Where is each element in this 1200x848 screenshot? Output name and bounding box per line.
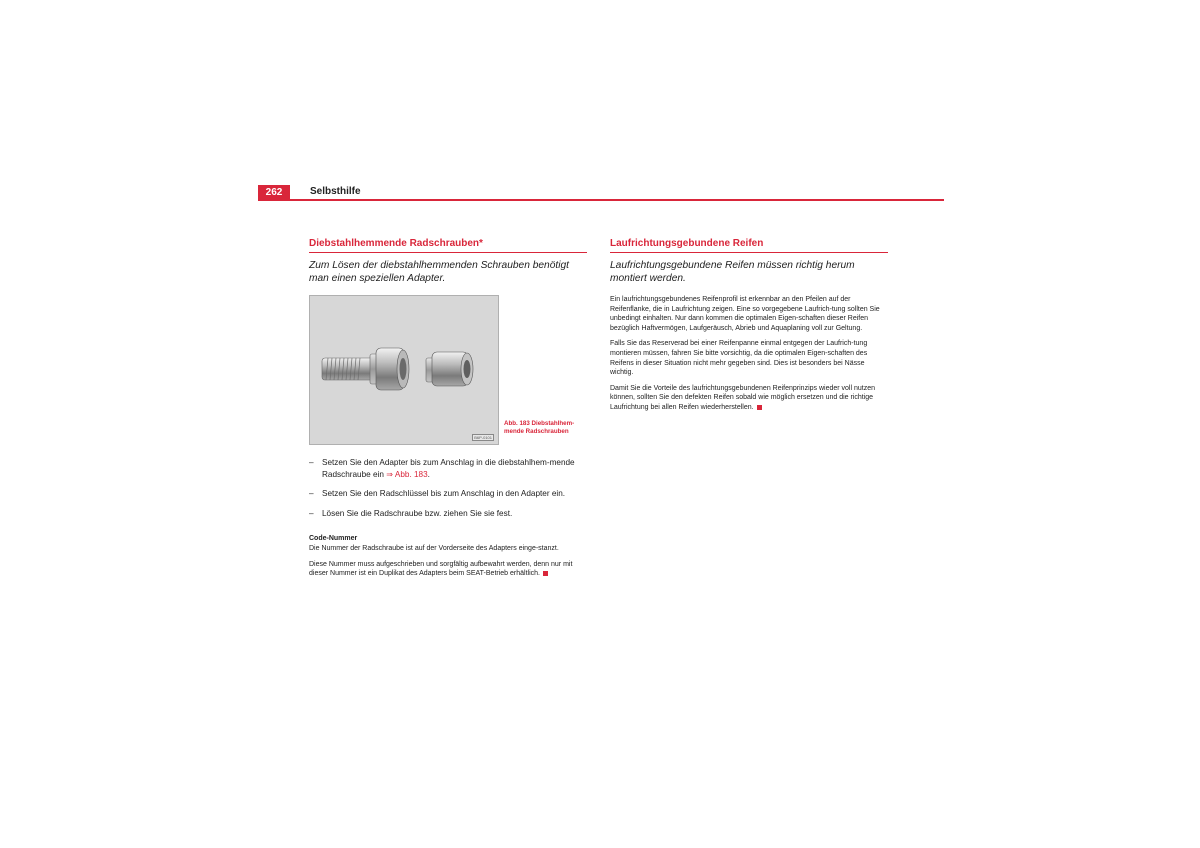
- wheel-bolt-figure: [309, 295, 499, 445]
- paragraph: Damit Sie die Vorteile des laufrichtungsgebundenen Reifenprinzips wieder voll nutzen können, sollten Sie den defekten Reifen sobald wie möglich ersetzen und die richtige Laufrichtung bei allen Reifen wiederherstellen.: [610, 384, 875, 411]
- right-intro: Laufrichtungsgebundene Reifen müssen richtig herum montiert werden.: [610, 260, 855, 284]
- section-end-marker: [543, 571, 548, 576]
- figure-code: B6P-0101: [474, 435, 492, 440]
- step-text-end: .: [427, 469, 430, 479]
- code-number-heading: Code-Nummer: [309, 535, 358, 542]
- page-number: 262: [258, 185, 290, 201]
- list-item: [309, 508, 587, 520]
- paragraph: Diese Nummer muss aufgeschrieben und sorgfältig aufbewahrt werden, denn nur mit dieser Nummer ist ein Duplikat des Adapters beim SEAT-Betrieb erhältlich.: [309, 560, 573, 578]
- paragraph: Falls Sie das Reserverad bei einer Reifenpanne einmal entgegen der Laufrich-tung montieren müssen, fahren Sie bitte vorsichtig, da die optimalen Eigen-schaften des Reifens in dieser Situation nicht mehr gegeben sind. Dies ist besonders bei Nässe wichtig.: [610, 340, 868, 377]
- list-item: [309, 457, 587, 480]
- paragraph: Ein laufrichtungsgebundenes Reifenprofil ist erkennbar an den Pfeilen auf der Reifenflanke, die in Laufrichtung zeigen. Eine so vorgegebene Laufrich-tung sollten Sie unbedingt einhalten. Nur dann kommen die optimalen Eigen-schaften dieser Reifen bezüglich Haftvermögen, Laufgeräusch, Abrieb und Aquaplaning voll zur Geltung.: [610, 296, 880, 332]
- list-item: [309, 488, 587, 500]
- list-dash: –: [309, 489, 314, 498]
- left-heading: Diebstahlhemmende Radschrauben*: [309, 238, 587, 253]
- steps-list: [309, 457, 587, 519]
- left-column: [309, 238, 587, 585]
- section-title: Selbsthilfe: [310, 186, 361, 197]
- figure-caption: Abb. 183 Diebstahlhem-mende Radschrauben: [504, 420, 575, 435]
- step-text: Lösen Sie die Radschraube bzw. ziehen Sie sie fest.: [322, 508, 513, 518]
- list-dash: –: [309, 508, 314, 518]
- paragraph: Die Nummer der Radschraube ist auf der Vorderseite des Adapters einge-stanzt.: [309, 545, 559, 552]
- figure-block: [309, 295, 587, 445]
- step-text: Setzen Sie den Radschlüssel bis zum Anschlag in den Adapter ein.: [322, 489, 566, 498]
- figure-reference-link[interactable]: ⇒ Abb. 183: [386, 469, 428, 479]
- right-column: [610, 238, 888, 419]
- step-text: Setzen Sie den Adapter bis zum Anschlag in die diebstahlhem-mende Radschraube ein: [322, 458, 575, 479]
- left-intro: Zum Lösen der diebstahlhemmenden Schrauben benötigt man einen speziellen Adapter.: [309, 260, 569, 284]
- section-end-marker: [757, 405, 762, 410]
- right-heading: Laufrichtungsgebundene Reifen: [610, 238, 888, 253]
- wheel-bolt-illustration: [310, 296, 498, 444]
- list-dash: –: [309, 458, 314, 467]
- header-rule: [258, 199, 944, 201]
